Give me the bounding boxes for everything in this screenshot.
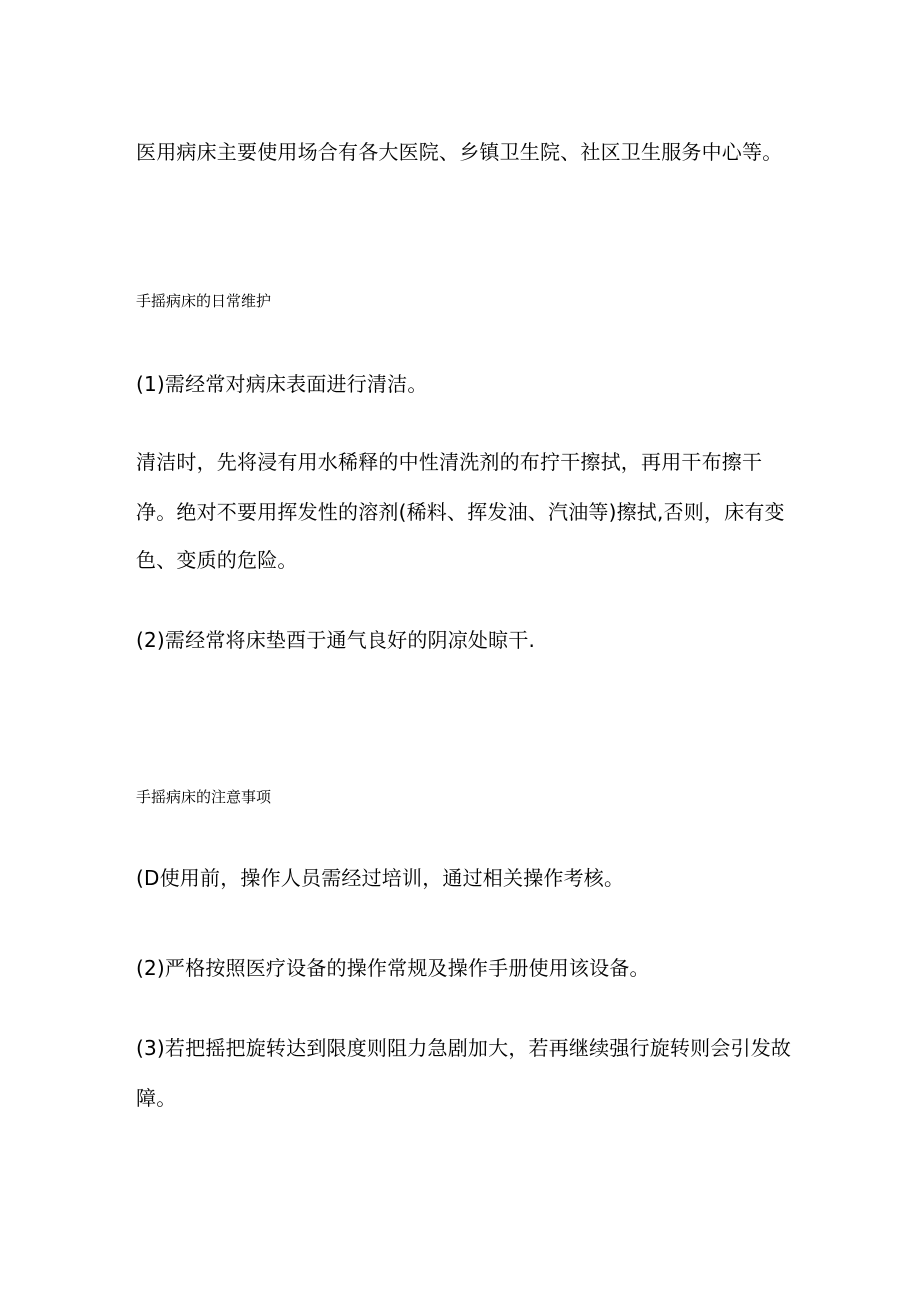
precaution-item-3-line-2: 障。 (136, 1086, 177, 1110)
section-heading-precautions: 手摇病床的注意事项 (136, 788, 272, 806)
maintenance-paragraph-line-1: 清洁时，先将浸有用水稀释的中性清洗剂的布拧干擦拭，再用干布擦干 (136, 450, 763, 474)
maintenance-item-1: (1)需经常对病床表面进行清洁。 (136, 372, 428, 396)
section-heading-daily-maintenance: 手摇病床的日常维护 (136, 292, 272, 310)
maintenance-item-2: (2)需经常将床垫酉于通气良好的阴凉处晾干. (136, 628, 536, 652)
maintenance-paragraph-line-3: 色、变质的危险。 (136, 548, 298, 572)
precaution-item-1: (D使用前，操作人员需经过培训，通过相关操作考核。 (136, 866, 625, 890)
maintenance-paragraph-line-2: 净。绝对不要用挥发性的溶剂(稀料、挥发油、汽油等)擦拭,否则，床有变 (136, 500, 785, 524)
precaution-item-2: (2)严格按照医疗设备的操作常规及操作手册使用该设备。 (136, 956, 650, 980)
intro-paragraph: 医用病床主要使用场合有各大医院、乡镇卫生院、社区卫生服务中心等。 (136, 140, 783, 164)
precaution-item-3-line-1: (3)若把摇把旋转达到限度则阻力急剧加大，若再继续强行旋转则会引发故 (136, 1036, 792, 1060)
